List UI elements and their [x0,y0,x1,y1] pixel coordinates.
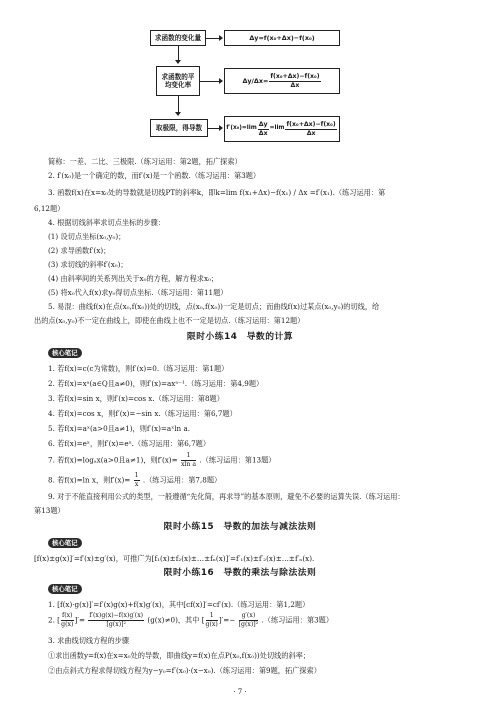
formula-3-fraction-a [258,121,269,138]
text-line: 出的点(x₀,y₀)不一定在曲线上，即使在曲线上也不一定是切点.（练习运用：第12题） [34,316,305,325]
diagram-arrow [200,81,222,82]
line-8-text: 8. 若f(x)=ln x，则f′(x)= [48,475,131,485]
l2-f4-den: [g(x)]² [238,620,259,628]
formula-2-fraction [269,73,320,90]
diagram-formula-2 [224,68,340,94]
text-line-fraction [48,472,440,489]
text-line: (4) 由斜率间的关系列出关于x₀的方程，解方程求x₀； [48,274,219,283]
line-8-tail: .（练习运用：第7,8题） [142,475,222,485]
line-7-num: 1 [181,452,196,461]
diagram-step-3: 取极限，得导数 [150,119,208,137]
line-8-fraction [134,472,140,489]
l2-fraction-3 [206,612,218,629]
line-7-tail: .（练习运用：第13题） [199,455,276,465]
text-line: 5. 若f(x)=aˣ(a>0且a≠1)，则f′(x)=aˣln a. [48,424,191,433]
text-line: 简称：一差、二比、三极限.（练习运用：第2题，拓广探索） [48,157,242,166]
l2-f1-den: g(x) [61,620,74,628]
text-line: [f(x)±g(x)]′=f′(x)±g′(x)，可推广为[f₁(x)±f₂(x)±…±fₙ(x)]′=f′₁(x)±f′₂(x)±…±f′ₙ(x). [34,554,315,563]
l2-f1-num: f(x) [61,612,73,619]
formula-3-fraction-b [285,121,336,138]
l2-f2-num: f′(x)g(x)−f(x)g′(x) [89,612,144,619]
formula-3-num-b: f(x₀+Δx)−f(x₀) [286,120,336,128]
text-line: (2) 求导函数f′(x)； [48,246,111,255]
l2-lead: 2. [48,615,55,625]
line-8-num: 1 [134,472,139,479]
text-line: (1) 设切点坐标(x₀,y₀)； [48,232,126,241]
text-line-fraction: 2. [ $\frac{f(x)}{g(x)}$ ]′= $\frac{f'(x)g(x)-f(x)g'(x)}{\text{[g(x)]²}}$ (g(x)≠0)，其中 [ $\frac{1}{g(x)}$ ]′=− $\frac{g'(x)}{\text{[g(x)]²}}$ .（练习运用：第3题） [48,612,334,628]
l2-f2-den: [g(x)]² [106,620,127,628]
formula-3-eq: =lim [269,125,285,132]
l2-fraction-2 [88,612,144,629]
diagram-step-2: 求函数的平均变化率 [156,66,200,96]
diagram-formula-1: Δy=f(x₀+Δx)−f(x₀) [224,30,340,46]
text-line: 3. 求曲线切线方程的步骤 [48,636,130,645]
l2-fraction-4 [239,612,259,629]
formula-2-denominator: Δx [290,81,300,89]
formula-3-den-a: Δx [258,129,268,137]
text-line: 4. 根据切线斜率求切点坐标的步骤： [48,218,165,227]
formula-2-numerator: f(x₀+Δx)−f(x₀) [270,72,320,80]
section-14-badge: 核心笔记 [48,348,82,358]
derivative-flow-diagram [150,30,340,145]
section-15-badge: 核心笔记 [48,538,82,548]
line-7-fraction [181,452,196,469]
l2-fraction-1 [61,612,74,629]
line-8-den: x [134,480,139,488]
section-16-badge: 核心笔记 [48,584,82,594]
l2-f4-num: g′(x) [239,612,259,621]
formula-3-den-b: Δx [306,129,316,137]
diagram-arrow [178,96,179,115]
l2-eq2: ′=− [221,615,236,625]
section-14-title: 限时小练14 导数的计算 [186,332,294,342]
diagram-formula-3 [224,116,340,142]
text-line: 6. 若f(x)=eˣ，则f′(x)=eˣ.（练习运用：第6,7题） [48,439,211,448]
diagram-arrow [206,38,222,39]
l2-tail: .（练习运用：第3题） [261,615,334,625]
text-line: 3. 若f(x)=sin x，则f′(x)=cos x.（练习运用：第8题） [48,394,224,403]
page-number: · 7 · [233,688,247,696]
section-15-title: 限时小练15 导数的加法与减法法则 [163,522,317,532]
formula-3-lhs: f′(x₀)=lim [226,125,257,132]
text-line: 9. 对于不能直接利用公式的类型，一般遵循“先化简，再求导”的基本原则，避免不必要的运算失误.（练习运用： [48,492,405,501]
diagram-step-1: 求函数的变化量 [150,30,206,46]
line-7-den: xln a [180,460,197,468]
text-line-fraction [48,452,440,469]
text-line: 2. 若f(x)=xᵃ(a∈Q且a≠0)，则f′(x)=axᵃ⁻¹.（练习运用：第4,9题） [48,379,264,388]
text-line: ②由点斜式方程求得切线方程为y−y₀=f′(x₀)·(x−x₀).（练习运用：第9题，拓广探索） [48,666,321,675]
text-line: 6,12题） [34,204,65,213]
text-line: 5. 易混：曲线f(x)在点(x₀,f(x₀))处的切线，点(x₀,f(x₀))一定是切点；而曲线f(x)过某点(x₀,y₀)的切线，给 [48,302,380,311]
text-line: ①求出函数y=f(x)在x=x₀处的导数，即曲线y=f(x)在点P(x₀,f(x₀))处切线的斜率； [48,651,311,660]
formula-3-num-a: Δy [258,120,268,128]
l2-eq: ′= [77,615,86,625]
text-line: (3) 求切线的斜率f′(x₀)； [48,260,128,269]
l2-f3-num: 1 [206,612,218,621]
l2-mid: (g(x)≠0)，其中 [147,615,200,625]
text-line: (5) 将x₀代入f(x)求y₀得切点坐标.（练习运用：第11题） [48,288,228,297]
l2-f3-den: g(x) [205,620,218,628]
text-line: 4. 若f(x)=cos x，则f′(x)=−sin x.（练习运用：第6,7题） [48,409,237,418]
diagram-arrow [208,128,222,129]
diagram-arrow [178,46,179,63]
section-16-title: 限时小练16 导数的乘法与除法法则 [163,568,317,578]
text-line: 2. f′(x₀)是一个确定的数，而f′(x)是一个函数.（练习运用：第3题） [48,171,261,180]
text-line: 第13题） [34,506,65,515]
formula-2-lhs: Δy/Δx= [242,77,269,85]
text-line: 3. 函数f(x)在x=x₀处的导数就是切线PT的斜率k，即k=lim f(x₁+Δx)−f(x₁) / Δx =f′(x₁).（练习运用：第 [48,188,386,197]
text-line: 1. [f(x)·g(x)]′=f′(x)g(x)+f(x)g′(x)，其中[cf(x)]′=cf′(x).（练习运用：第1,2题） [48,600,310,609]
line-7-text: 7. 若f(x)=logₐx(a>0且a≠1)，则f′(x)= [48,455,178,465]
text-line: 1. 若f(x)=c(c为常数)，则f′(x)=0.（练习运用：第1题） [48,364,229,373]
